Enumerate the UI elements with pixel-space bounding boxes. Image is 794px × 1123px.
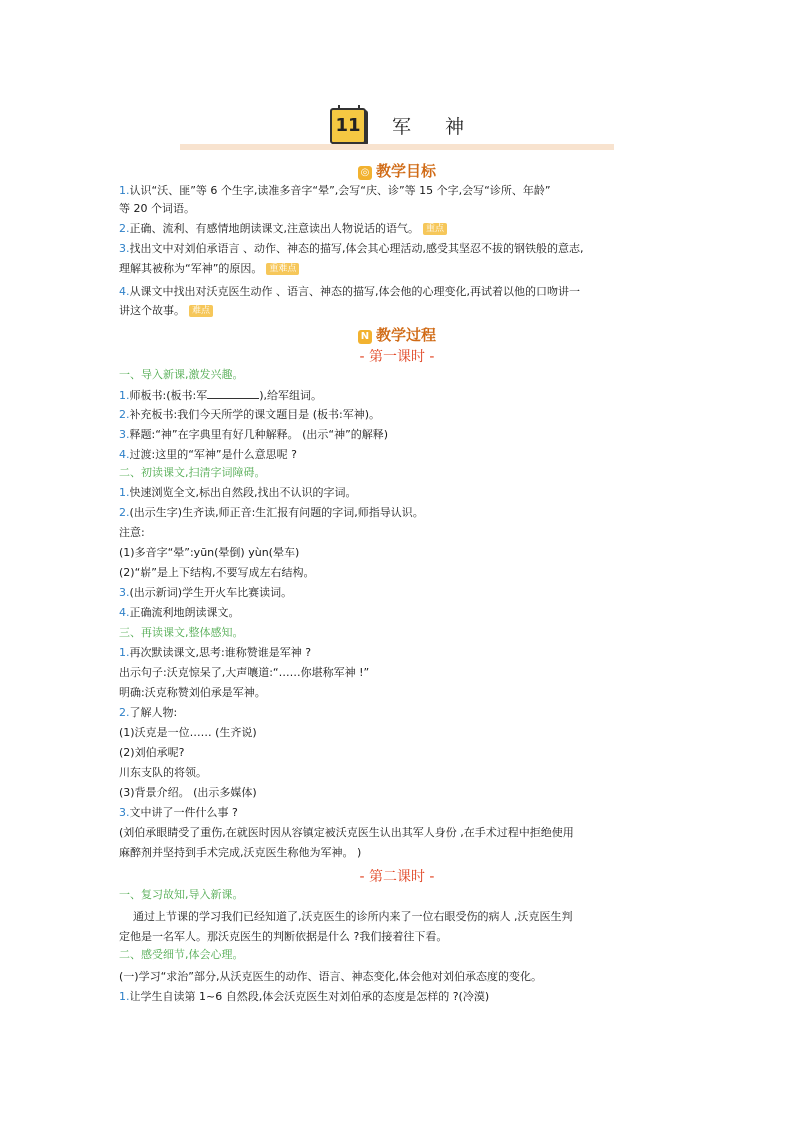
goal-line-7: 讲这个故事。 难点: [119, 304, 679, 318]
goal-line-1: 1.认识“沃、匪”等 6 个生字,读准多音字“晕”,会写“庆、诊”等 15 个字,会写“诊所、年龄”: [119, 184, 551, 197]
period-2-header: - 第二课时 -: [359, 869, 435, 885]
p1-s1-item-4: 4.过渡:这里的“军神”是什么意思呢 ?: [119, 448, 297, 461]
p2-s2-line-1: (一)学习“求治”部分,从沃克医生的动作、语言、神态变化,体会他对刘伯承态度的变化。: [119, 970, 542, 983]
p2-s1-line-2: 定他是一名军人。那沃克医生的判断依据是什么 ?我们接着往下看。: [119, 930, 448, 943]
difficult-tag: 难点: [189, 305, 213, 317]
p2-s1-line-1: 通过上节课的学习我们已经知道了,沃克医生的诊所内来了一位右眼受伤的病人 ,沃克医生判: [119, 910, 573, 923]
lesson-title-text: 军神: [392, 116, 499, 138]
p1-s3-item-8: (3)背景介绍。 (出示多媒体): [119, 786, 257, 799]
goal-line-6: 4.从课文中找出对沃克医生动作 、语言、神态的描写,体会他的心理变化,再试着以他的口吻讲一: [119, 285, 580, 298]
key-point-tag: 重点: [423, 223, 447, 235]
p2-section-2-heading: 二、感受细节,体会心理。: [119, 948, 244, 961]
title-underline: [180, 144, 614, 150]
p1-section-3-heading: 三、再读课文,整体感知。: [119, 626, 244, 639]
process-icon: N: [358, 330, 372, 344]
p1-s1-item-3: 3.释题:“神”在字典里有好几种解释。 (出示“神”的解释): [119, 428, 389, 441]
lesson-number-badge: 11: [330, 108, 366, 144]
goal-line-5: 理解其被称为“军神”的原因。 重难点: [119, 262, 679, 276]
process-header: [0, 324, 794, 345]
p1-s2-item-7: 4.正确流利地朗读课文。: [119, 606, 240, 619]
p1-s3-item-10: (刘伯承眼睛受了重伤,在就医时因从容镇定被沃克医生认出其军人身份 ,在手术过程中拒绝使用: [119, 826, 574, 839]
p1-s3-item-2: 出示句子:沃克惊呆了,大声嚷道:“……你堪称军神 !”: [119, 666, 370, 679]
p1-s3-item-7: 川东支队的将领。: [119, 766, 207, 779]
p1-s2-item-2: 2.(出示生字)生齐读,师正音:生汇报有问题的字词,师指导认识。: [119, 506, 424, 519]
p1-s2-item-5: (2)“崭”是上下结构,不要写成左右结构。: [119, 566, 315, 579]
p1-s2-item-3: 注意:: [119, 526, 145, 539]
p2-section-1-heading: 一、复习故知,导入新课。: [119, 888, 244, 901]
target-icon: ◎: [358, 166, 372, 180]
goal-line-4: 3.找出文中对刘伯承语言 、动作、神态的描写,体会其心理活动,感受其坚忍不拔的钢铁般的意志,: [119, 242, 584, 255]
p1-section-2-heading: 二、初读课文,扫清字词障碍。: [119, 466, 266, 479]
goals-header: [0, 160, 794, 181]
period-1-header: - 第一课时 -: [359, 349, 435, 365]
fill-blank: [207, 388, 259, 399]
p1-s1-item-1: 1.师板书:(板书:军 ),给军组词。: [119, 389, 323, 402]
p1-s3-item-1: 1.再次默读课文,思考:谁称赞谁是军神 ?: [119, 646, 312, 659]
lesson-title: [180, 108, 614, 152]
p1-s2-item-6: 3.(出示新词)学生开火车比赛读词。: [119, 586, 293, 599]
p1-s3-item-6: (2)刘伯承呢?: [119, 746, 185, 759]
p1-s1-item-2: 2.补充板书:我们今天所学的课文题目是 (板书:军神)。: [119, 408, 380, 421]
p1-s3-item-4: 2.了解人物:: [119, 706, 178, 719]
goals-header-text: 教学目标: [375, 162, 436, 180]
goal-line-2: 等 20 个词语。: [119, 202, 195, 215]
p1-section-1-heading: 一、导入新课,激发兴趣。: [119, 368, 244, 381]
p1-s3-item-11: 麻醉剂并坚持到手术完成,沃克医生称他为军神。 ): [119, 846, 362, 859]
goal-line-3: 2.正确、流利、有感情地朗读课文,注意读出人物说话的语气。 重点: [119, 222, 679, 236]
p1-s3-item-5: (1)沃克是一位…… (生齐说): [119, 726, 257, 739]
process-header-text: 教学过程: [375, 326, 436, 344]
p1-s3-item-3: 明确:沃克称赞刘伯承是军神。: [119, 686, 266, 699]
key-difficult-tag: 重难点: [266, 263, 299, 275]
p1-s2-item-4: (1)多音字“晕”:yūn(晕倒) yùn(晕车): [119, 546, 300, 559]
p2-s2-line-2: 1.让学生自读第 1~6 自然段,体会沃克医生对刘伯承的态度是怎样的 ?(冷漠): [119, 990, 490, 1003]
p1-s3-item-9: 3.文中讲了一件什么事 ?: [119, 806, 238, 819]
p1-s2-item-1: 1.快速浏览全文,标出自然段,找出不认识的字词。: [119, 486, 357, 499]
